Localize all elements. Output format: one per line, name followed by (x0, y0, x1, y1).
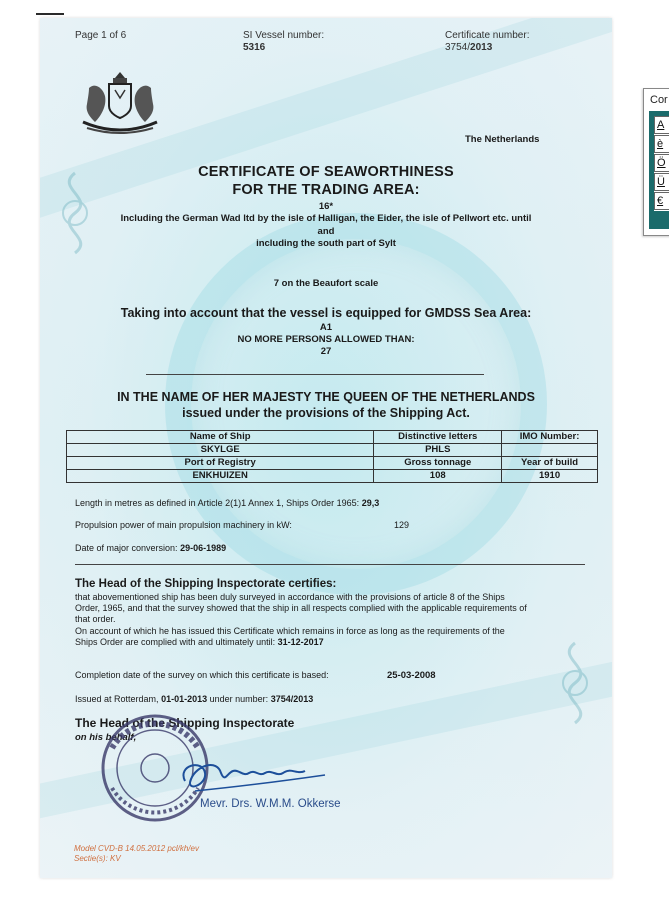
persons-value: 27 (320, 346, 332, 357)
conversion-line: Date of major conversion: 29-06-1989 (75, 543, 227, 553)
certificate-number-value: 3754/2013 (445, 42, 493, 53)
force-line2: Ships Order are complied with and ultimately until: 31-12-2017 (75, 637, 324, 647)
certificate-title-line2: FOR THE TRADING AREA: (232, 182, 420, 198)
certifies-line: Order, 1965, and that the survey showed that the ship in all respects complied with the applicable requirements of (75, 603, 527, 613)
table-header-cell: Year of build (502, 457, 598, 470)
certifies-line: that abovementioned ship has been duly surveyed in accordance with the provisions of article 8 of the Ships (75, 592, 505, 602)
table-header-cell: Gross tonnage (374, 457, 502, 470)
character-option[interactable]: Ö (654, 154, 669, 172)
trading-area-line3: including the south part of Sylt (256, 238, 396, 249)
character-option[interactable]: Ü (654, 173, 669, 191)
gmdss-label: Taking into account that the vessel is equipped for GMDSS Sea Area: (120, 306, 532, 320)
table-header-cell: Distinctive letters (374, 431, 502, 444)
divider (75, 564, 585, 565)
coat-of-arms-icon (75, 70, 165, 136)
certifies-heading: The Head of the Shipping Inspectorate certifies: (75, 578, 337, 590)
character-option[interactable]: € (654, 192, 669, 210)
character-popup[interactable] (643, 88, 669, 236)
character-option[interactable]: è (654, 135, 669, 153)
beaufort-scale: 7 on the Beaufort scale (273, 278, 379, 289)
model-footer: Model CVD-B 14.05.2012 pcl/kh/ev Sectie(s): KV (74, 844, 199, 863)
table-row (67, 431, 598, 444)
certificate-title-line1: CERTIFICATE OF SEAWORTHINESS (198, 164, 454, 180)
table-header-cell: Name of Ship (67, 431, 374, 444)
scan-corner-mark (36, 13, 64, 15)
length-line: Length in metres as defined in Article 2(1)1 Annex 1, Ships Order 1965: 29,3 (75, 498, 380, 508)
ship-name-value: SKYLGE (67, 444, 374, 457)
character-option[interactable]: A (654, 116, 669, 134)
vessel-number-value: 5316 (243, 42, 266, 53)
port-of-registry-value: ENKHUIZEN (67, 470, 374, 483)
table-row (67, 470, 598, 483)
trading-area-line2: and (317, 226, 335, 237)
issued-line: Issued at Rotterdam, 01-01-2013 under number: 3754/2013 (75, 694, 314, 704)
divider (146, 374, 484, 375)
completion-label: Completion date of the survey on which this certificate is based: (75, 670, 329, 680)
imo-number-value (502, 444, 598, 457)
vessel-number-label: SI Vessel number: (243, 30, 325, 41)
certificate-page (40, 18, 612, 878)
completion-value: 25-03-2008 (387, 670, 436, 681)
signature-icon (165, 751, 365, 801)
act-line: issued under the provisions of the Shipping Act. (182, 406, 470, 420)
table-row (67, 444, 598, 457)
propulsion-value: 129 (394, 520, 410, 530)
distinctive-letters-value: PHLS (374, 444, 502, 457)
certifies-line: that order. (75, 614, 116, 624)
character-list (654, 116, 669, 211)
gmdss-value: A1 (319, 322, 333, 333)
gross-tonnage-value: 108 (374, 470, 502, 483)
table-row (67, 457, 598, 470)
trading-area-line1: Including the German Wad ltd by the isle of Halligan, the Eider, the isle of Pellwort etc. until (120, 213, 532, 224)
queen-line: IN THE NAME OF HER MAJESTY THE QUEEN OF THE NETHERLANDS (117, 390, 535, 404)
certificate-number-label: Certificate number: (445, 30, 530, 41)
propulsion-label: Propulsion power of main propulsion machinery in kW: (75, 520, 292, 530)
ornament-icon (545, 638, 605, 728)
table-header-cell: Port of Registry (67, 457, 374, 470)
ship-details-table (66, 430, 598, 483)
watermark-ring (165, 213, 547, 595)
popup-title: Cor (650, 94, 668, 106)
persons-label: NO MORE PERSONS ALLOWED THAN: (237, 334, 415, 345)
on-behalf: on his behalf, (75, 732, 137, 743)
page-label: Page 1 of 6 (75, 30, 127, 41)
head-signature-line: The Head of the Shipping Inspectorate (75, 716, 295, 730)
country-name: The Netherlands (465, 134, 540, 145)
table-header-cell: IMO Number: (502, 431, 598, 444)
force-line1: On account of which he has issued this Certificate which remains in force as long as the requirements of the (75, 626, 505, 636)
year-of-build-value: 1910 (502, 470, 598, 483)
signatory-name: Mevr. Drs. W.M.M. Okkerse (200, 798, 341, 810)
trading-area-number: 16* (318, 201, 334, 212)
